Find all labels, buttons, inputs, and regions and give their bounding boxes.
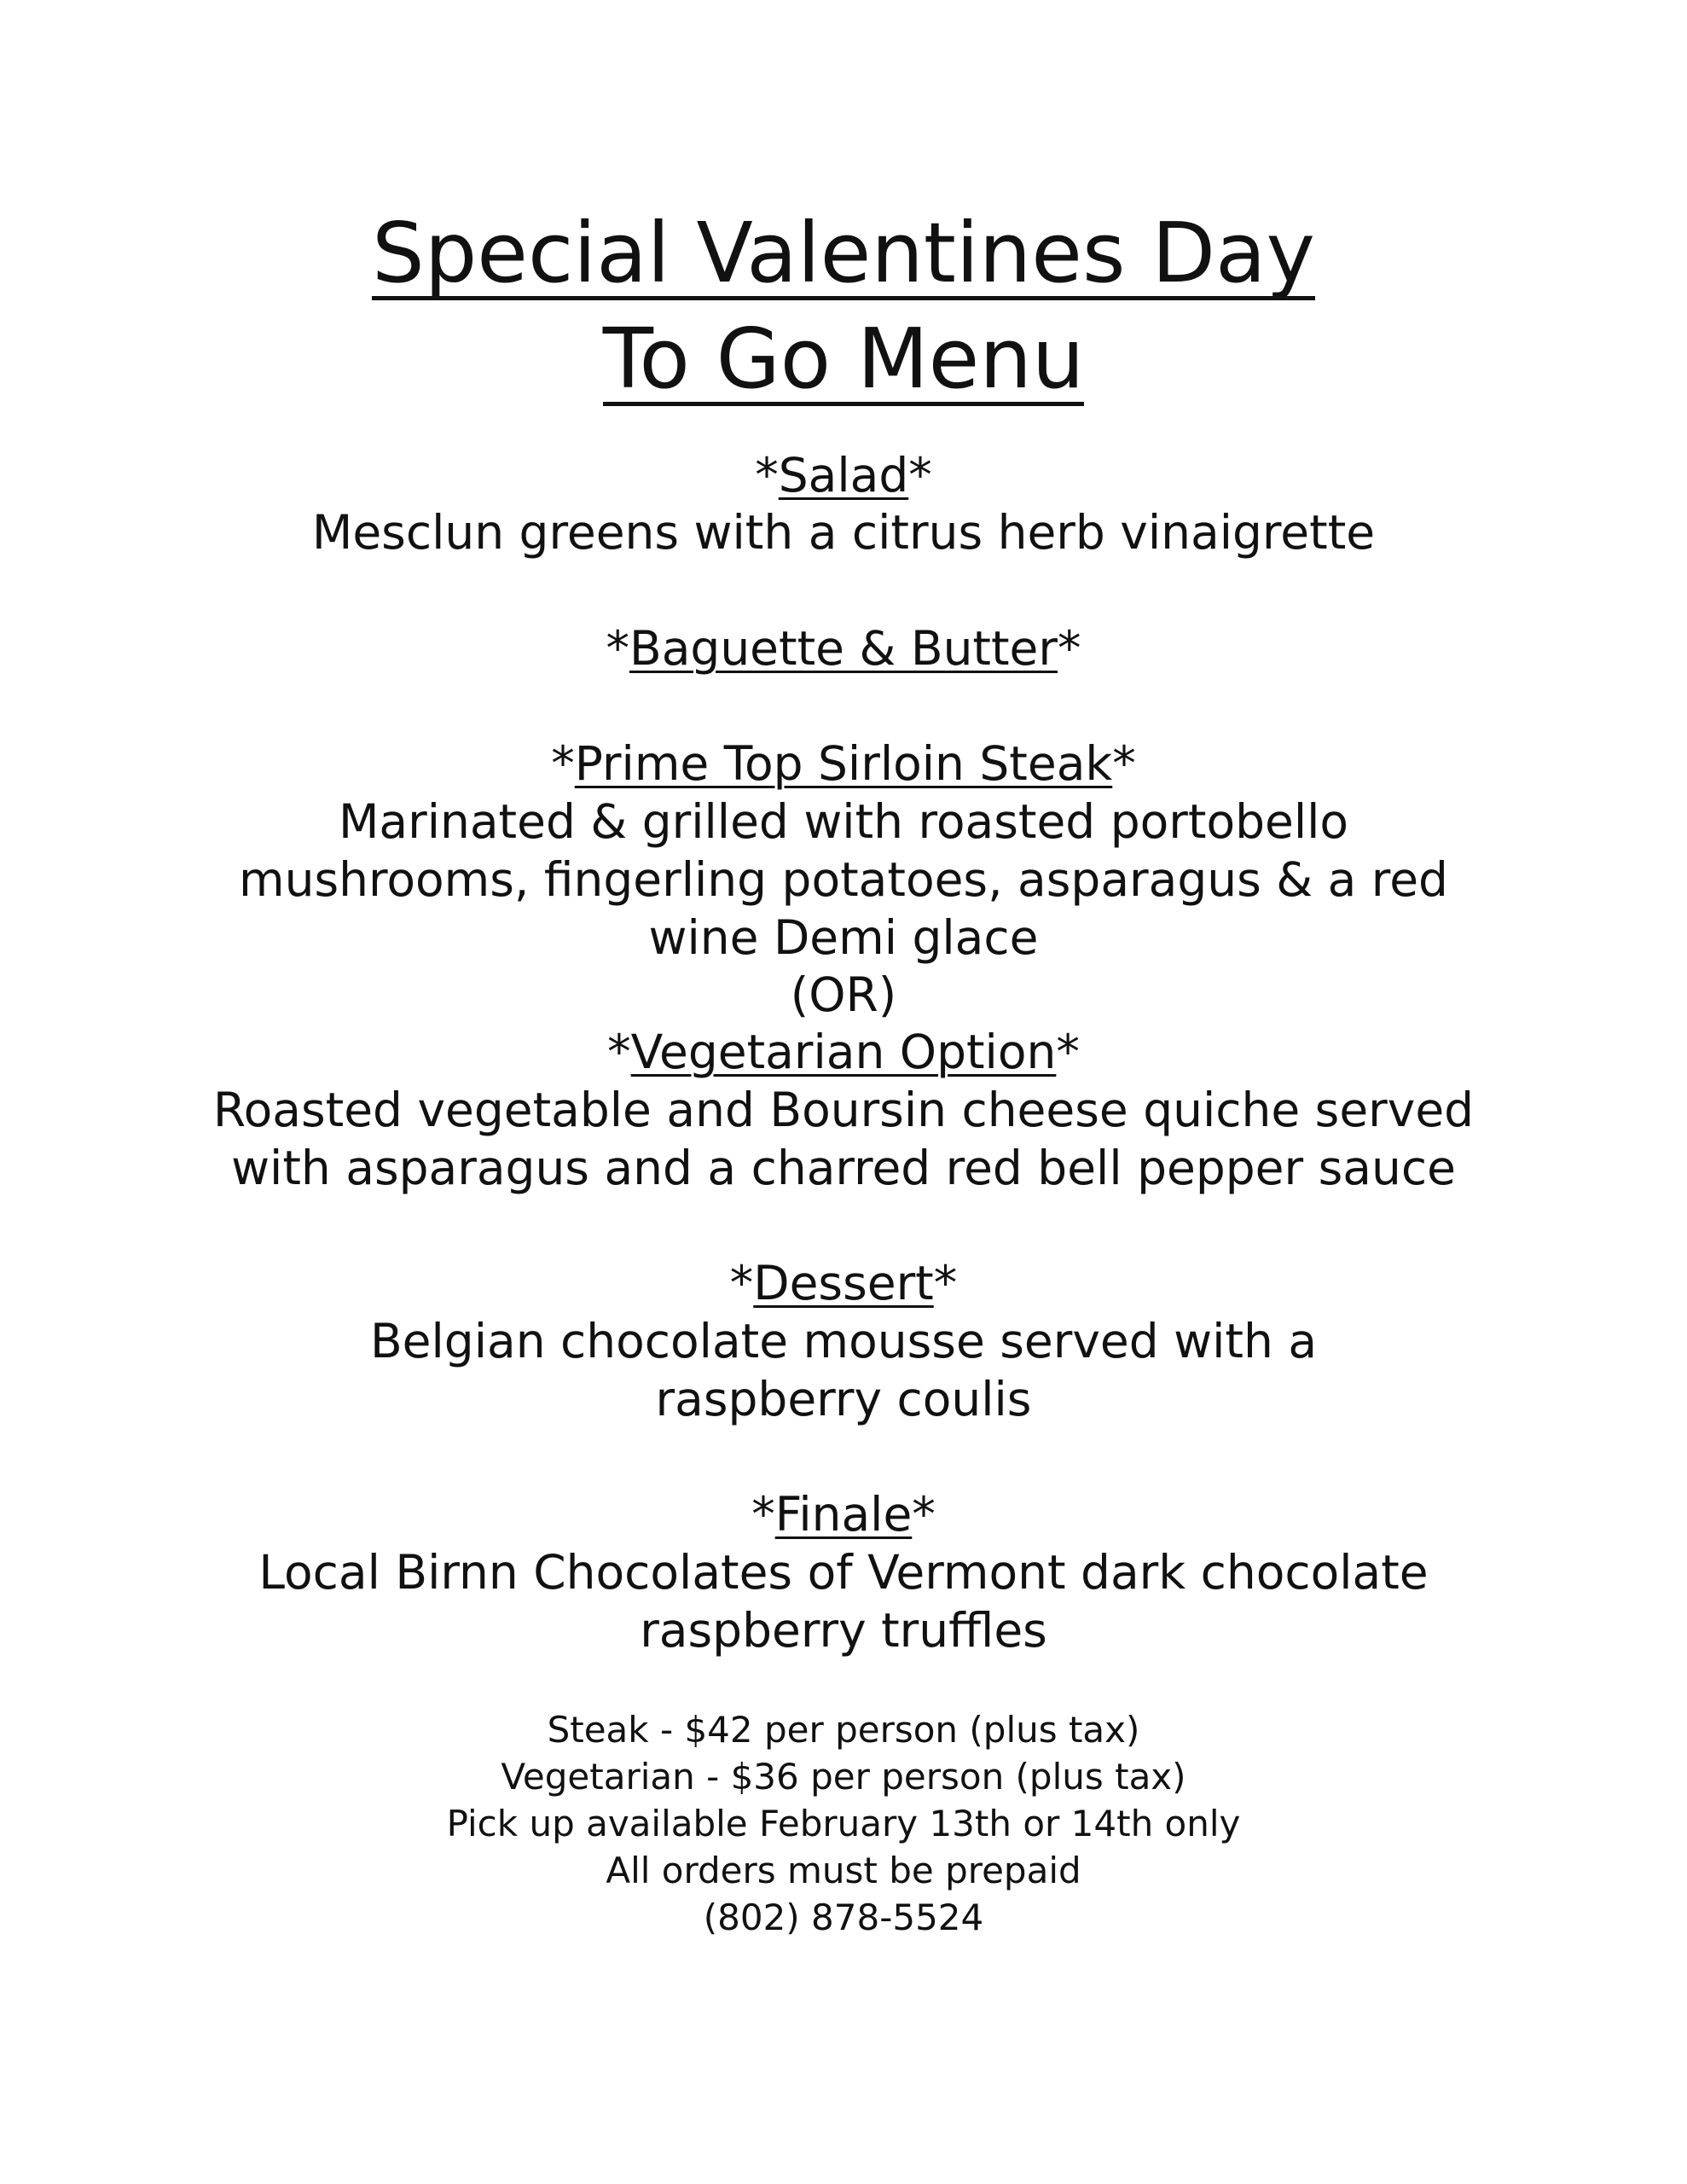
salad-description: Mesclun greens with a citrus herb vinaigrette <box>311 505 1376 560</box>
dessert-heading: *Dessert* <box>729 1256 958 1310</box>
salad-heading: *Salad* <box>755 448 932 502</box>
menu-title-text-1: Special Valentines Day <box>372 205 1315 301</box>
vegetarian-heading: *Vegetarian Option* <box>607 1025 1080 1079</box>
dessert-heading-text: Dessert <box>753 1256 934 1310</box>
steak-description-line-1: Marinated & grilled with roasted portobello <box>338 794 1349 849</box>
price-vegetarian: Vegetarian - $36 per person (plus tax) <box>501 1756 1186 1798</box>
or-separator: (OR) <box>790 967 897 1022</box>
finale-description-line-2: raspberry truffles <box>640 1603 1047 1658</box>
dessert-description-line-1: Belgian chocolate mousse served with a <box>369 1314 1318 1368</box>
price-steak: Steak - $42 per person (plus tax) <box>547 1709 1140 1751</box>
phone-number: (802) 878-5524 <box>703 1896 984 1938</box>
salad-heading-text: Salad <box>778 448 909 502</box>
finale-description-line-1: Local Birnn Chocolates of Vermont dark chocolate <box>258 1545 1429 1600</box>
bread-heading: *Baguette & Butter* <box>606 621 1081 676</box>
finale-heading-text: Finale <box>774 1487 913 1542</box>
menu-title-line-1 <box>0 205 1687 301</box>
vegetarian-description-line-1: Roasted vegetable and Boursin cheese quiche served <box>212 1083 1475 1137</box>
bread-heading-text: Baguette & Butter <box>629 621 1058 676</box>
vegetarian-description-line-2: with asparagus and a charred red bell pepper sauce <box>231 1141 1456 1195</box>
menu-title-text-2: To Go Menu <box>602 311 1085 407</box>
pickup-info: Pick up available February 13th or 14th only <box>446 1803 1241 1844</box>
steak-heading-text: Prime Top Sirloin Steak <box>574 736 1113 791</box>
steak-heading: *Prime Top Sirloin Steak* <box>551 736 1136 791</box>
steak-description-line-2: mushrooms, fingerling potatoes, asparagus & a red <box>239 852 1448 907</box>
finale-heading: *Finale* <box>751 1487 936 1542</box>
menu-title-line-2 <box>0 311 1687 407</box>
dessert-description-line-2: raspberry coulis <box>655 1372 1032 1426</box>
vegetarian-heading-text: Vegetarian Option <box>630 1025 1057 1079</box>
steak-description-line-3: wine Demi glace <box>648 910 1039 965</box>
prepaid-notice: All orders must be prepaid <box>606 1850 1081 1891</box>
